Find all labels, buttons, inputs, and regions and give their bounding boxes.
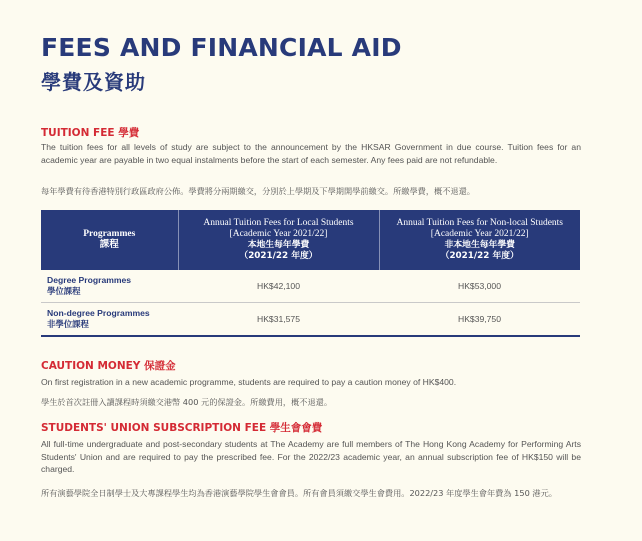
nonlocal-fee-cell: HK$39,750 [379, 303, 580, 337]
local-fee-cell: HK$42,100 [178, 270, 379, 303]
header-programmes: Programmes 課程 [41, 210, 178, 270]
caution-money-heading: CAUTION MONEY 保證金 [41, 360, 176, 372]
page-title: FEES AND FINANCIAL AID [41, 33, 402, 62]
tuition-fee-table [41, 210, 580, 337]
page-title-chinese: 學費及資助 [41, 70, 146, 94]
tuition-fee-text-chinese: 每年學費有待香港特別行政區政府公佈。學費將分兩期繳交，分別於上學期及下學期開學前繳交。所繳學費，概不退還。 [41, 186, 475, 196]
union-fee-heading: STUDENTS' UNION SUBSCRIPTION FEE 學生會會費 [41, 422, 323, 434]
programme-cell: Degree Programmes 學位課程 [41, 270, 178, 303]
header-nonlocal-fees: Annual Tuition Fees for Non-local Students [Academic Year 2021/22] 非本地生每年學費 （2021/22 年度） [379, 210, 580, 270]
caution-money-text-chinese: 學生於首次註冊入讀課程時須繳交港幣 400 元的保證金。所繳費用，概不退還。 [41, 397, 333, 407]
tuition-fee-heading: TUITION FEE 學費 [41, 127, 140, 139]
table-row [41, 270, 580, 303]
union-fee-text: All full-time undergraduate and post-secondary students at The Academy are full members of The Hong Kong Academy for Performing Arts Students' Union and are required to pay the prescribed fee. For the 2022/23 academic year, an annual subscription fee of HK$150 will be charged. [41, 439, 581, 475]
caution-money-text: On first registration in a new academic programme, students are required to pay a caution money of HK$400. [41, 377, 457, 387]
union-fee-text-chinese: 所有演藝學院全日制學士及大專課程學生均為香港演藝學院學生會會員。所有會員須繳交學生會費用。2022/23 年度學生會年費為 150 港元。 [41, 488, 557, 498]
nonlocal-fee-cell: HK$53,000 [379, 270, 580, 303]
table-header-row [41, 210, 580, 270]
programme-cell: Non-degree Programmes 非學位課程 [41, 303, 178, 337]
local-fee-cell: HK$31,575 [178, 303, 379, 337]
tuition-fee-text: The tuition fees for all levels of study are subject to the announcement by the HKSAR Government in due course. Tuition fees for an academic year are payable in two equal instalments before the start of each semester. Any fees paid are not refundable. [41, 142, 581, 165]
table-row [41, 303, 580, 337]
header-local-fees: Annual Tuition Fees for Local Students [Academic Year 2021/22] 本地生每年學費 （2021/22 年度） [178, 210, 379, 270]
